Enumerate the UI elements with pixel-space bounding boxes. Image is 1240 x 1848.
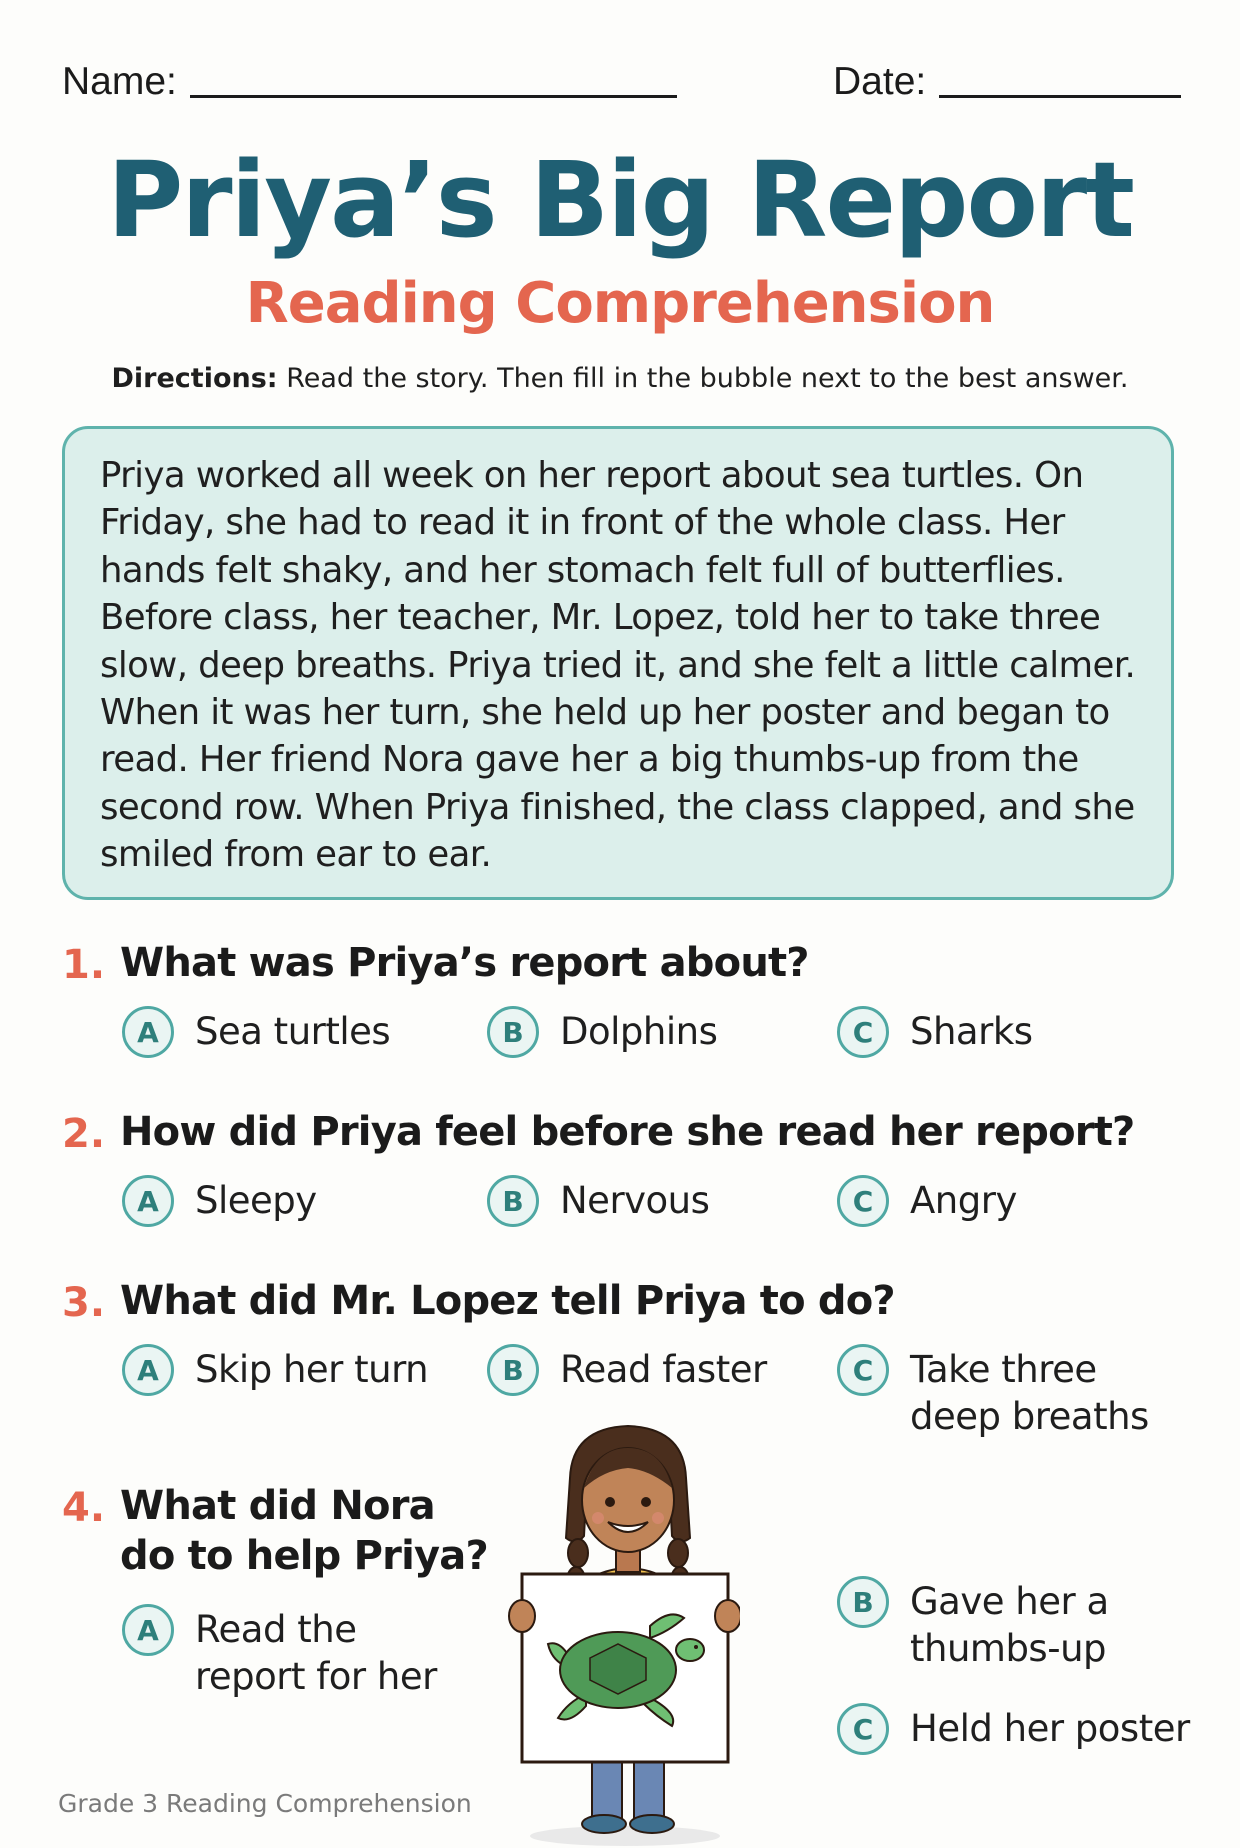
question-2-number: 2. [62,1111,106,1157]
question-3-number: 3. [62,1280,106,1326]
story-line: slow, deep breaths. Priya tried it, and she felt a little calmer. [100,644,1136,686]
q3-option-a: Skip her turn [195,1348,429,1391]
q1-bubble-c[interactable]: C [837,1006,889,1058]
q1-option-c: Sharks [910,1010,1033,1053]
q4-option-a-line: Read the [195,1608,357,1651]
question-4-line: What did Nora [120,1483,435,1529]
date-label: Date: [833,60,927,103]
q3-option-b: Read faster [560,1348,767,1391]
worksheet-title: Priya’s Big Report [107,139,1133,261]
story-line: smiled from ear to ear. [100,834,492,876]
worksheet-subtitle: Reading Comprehension [245,271,995,336]
q2-option-b: Nervous [560,1179,710,1222]
q4-option-a-line: report for her [195,1655,437,1698]
q3-bubble-c[interactable]: C [837,1344,889,1396]
story-line: second row. When Priya finished, the class clapped, and she [100,786,1135,828]
q2-bubble-b[interactable]: B [487,1175,539,1227]
story-line: When it was her turn, she held up her poster and began to [100,692,1110,734]
q1-bubble-b[interactable]: B [487,1006,539,1058]
name-field[interactable] [190,95,677,98]
q4-bubble-b[interactable]: B [837,1576,889,1628]
girl-with-turtle-poster-illustration [500,1418,740,1848]
q3-option-c-line: deep breaths [910,1395,1149,1438]
q4-option-b-line: thumbs-up [910,1627,1107,1670]
story-text [100,452,1158,879]
name-label: Name: [62,60,177,103]
q3-bubble-b[interactable]: B [487,1344,539,1396]
question-4-text [120,1481,488,1581]
directions [0,365,1240,392]
date-field[interactable] [939,95,1181,98]
directions-label: Directions: [111,363,278,394]
q3-option-c-line: Take three [910,1348,1097,1391]
q2-option-a: Sleepy [195,1179,317,1222]
q1-option-a: Sea turtles [195,1010,391,1053]
directions-text: Read the story. Then fill in the bubble next to the best answer. [277,363,1129,394]
story-line: hands felt shaky, and her stomach felt full of butterflies. [100,549,1065,591]
q4-option-c: Held her poster [910,1707,1190,1750]
story-line: Friday, she had to read it in front of the whole class. Her [100,502,1065,544]
question-1-text: What was Priya’s report about? [120,940,809,986]
q3-option-c [910,1346,1149,1440]
question-4-line: do to help Priya? [120,1533,488,1579]
story-line: Before class, her teacher, Mr. Lopez, told her to take three [100,597,1101,639]
q4-option-b-line: Gave her a [910,1580,1109,1623]
question-3-text: What did Mr. Lopez tell Priya to do? [120,1278,895,1324]
question-2-text: How did Priya feel before she read her report? [120,1109,1135,1155]
q2-option-c: Angry [910,1179,1017,1222]
q4-bubble-c[interactable]: C [837,1703,889,1755]
q4-option-b [910,1578,1109,1672]
q1-option-b: Dolphins [560,1010,718,1053]
q4-bubble-a[interactable]: A [122,1604,174,1656]
question-1-number: 1. [62,942,106,988]
story-line: Priya worked all week on her report about sea turtles. On [100,455,1084,496]
q3-bubble-a[interactable]: A [122,1344,174,1396]
question-4-number: 4. [62,1485,106,1531]
q4-option-a [195,1606,437,1700]
story-line: read. Her friend Nora gave her a big thumbs-up from the [100,739,1079,781]
q2-bubble-a[interactable]: A [122,1175,174,1227]
footer-text: Grade 3 Reading Comprehension [58,1789,472,1818]
q1-bubble-a[interactable]: A [122,1006,174,1058]
q2-bubble-c[interactable]: C [837,1175,889,1227]
